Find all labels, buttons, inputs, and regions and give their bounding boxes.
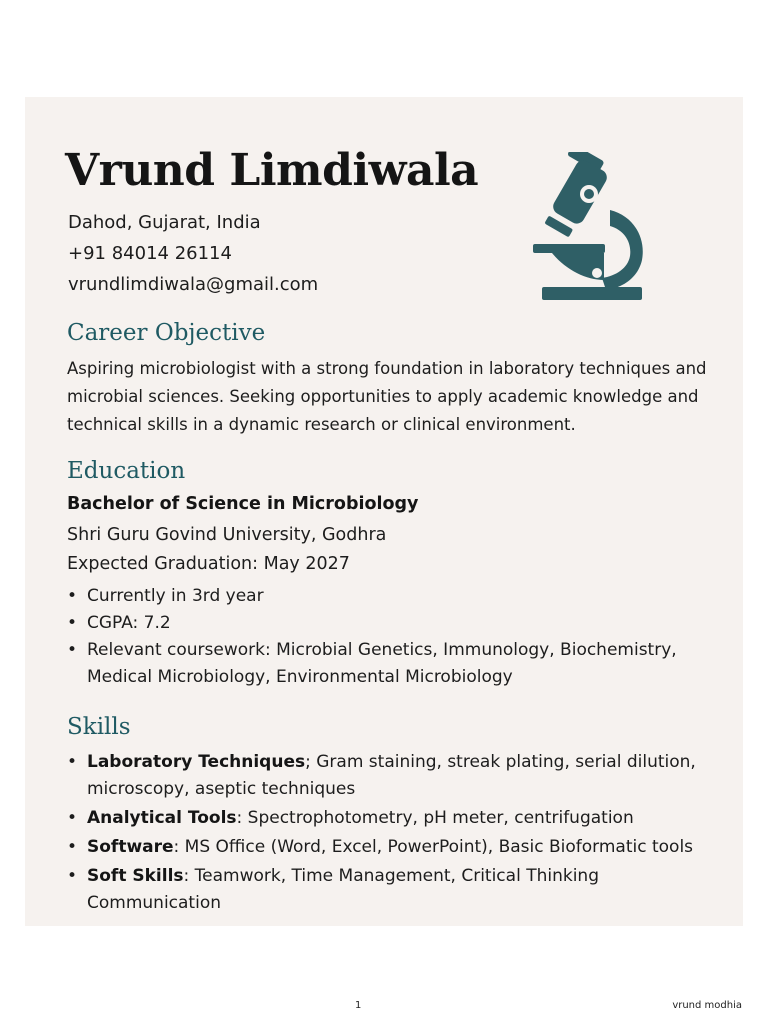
contact-block <box>68 207 318 300</box>
list-item: • Currently in 3rd year <box>67 586 264 606</box>
skill-item: • Laboratory Techniques; Gram staining, streak plating, serial dilution, microscopy, aseptic techniques <box>67 752 696 799</box>
list-item-text: Currently in 3rd year <box>87 586 264 606</box>
degree-title: Bachelor of Science in Microbiology <box>67 494 419 514</box>
skill-text: MS Office (Word, Excel, PowerPoint), Basic Bioformatic tools <box>179 837 694 857</box>
career-objective-text: Aspiring microbiologist with a strong foundation in laboratory techniques and microbial sciences. Seeking opportunities to apply academic knowledge and technical skills in a dynamic research or clinical environment. <box>67 359 707 434</box>
footer-author: vrund modhia <box>672 1000 742 1011</box>
microscope-icon <box>530 152 650 302</box>
skills-bullet-list <box>67 749 733 919</box>
contact-phone: +91 84014 26114 <box>68 243 232 264</box>
list-item: • CGPA: 7.2 <box>67 613 171 633</box>
skill-separator: ; <box>305 752 311 772</box>
skill-label: Analytical Tools <box>87 808 237 828</box>
education-heading: Education <box>67 458 186 484</box>
skills-heading: Skills <box>67 714 131 740</box>
list-item: • Relevant coursework: Microbial Genetics, Immunology, Biochemistry, Medical Microbiology, Environmental Microbiology <box>67 640 677 687</box>
graduation-date: Expected Graduation: May 2027 <box>67 554 350 574</box>
skill-item: • Soft Skills: Teamwork, Time Management, Critical Thinking Communication <box>67 866 599 913</box>
resume-page <box>25 97 743 926</box>
contact-email: vrundlimdiwala@gmail.com <box>68 274 319 295</box>
skill-item: • Analytical Tools: Spectrophotometry, pH meter, centrifugation <box>67 808 634 828</box>
university-name: Shri Guru Govind University, Godhra <box>67 525 387 545</box>
skill-separator: : <box>173 837 180 857</box>
skill-label: Laboratory Techniques <box>87 752 306 772</box>
list-item-text: CGPA: 7.2 <box>87 613 171 633</box>
education-bullet-list <box>67 583 727 691</box>
candidate-name: Vrund Limdiwala <box>65 145 479 196</box>
contact-location: Dahod, Gujarat, India <box>68 212 261 233</box>
career-objective-heading: Career Objective <box>67 320 266 346</box>
skill-separator: : <box>183 866 190 886</box>
skill-item: • Software: MS Office (Word, Excel, PowerPoint), Basic Bioformatic tools <box>67 837 694 857</box>
list-item-text: Relevant coursework: Microbial Genetics, Immunology, Biochemistry, Medical Microbiology, Environmental Microbiology <box>87 640 677 687</box>
skill-label: Soft Skills <box>87 866 184 886</box>
skill-text: Gram staining, streak plating, serial dilution, microscopy, aseptic techniques <box>87 752 696 799</box>
skill-text: Teamwork, Time Management, Critical Thinking Communication <box>87 866 599 913</box>
skill-text: Spectrophotometry, pH meter, centrifugation <box>242 808 634 828</box>
skill-separator: : <box>236 808 243 828</box>
skill-label: Software <box>87 837 174 857</box>
page-number: 1 <box>355 1000 362 1011</box>
